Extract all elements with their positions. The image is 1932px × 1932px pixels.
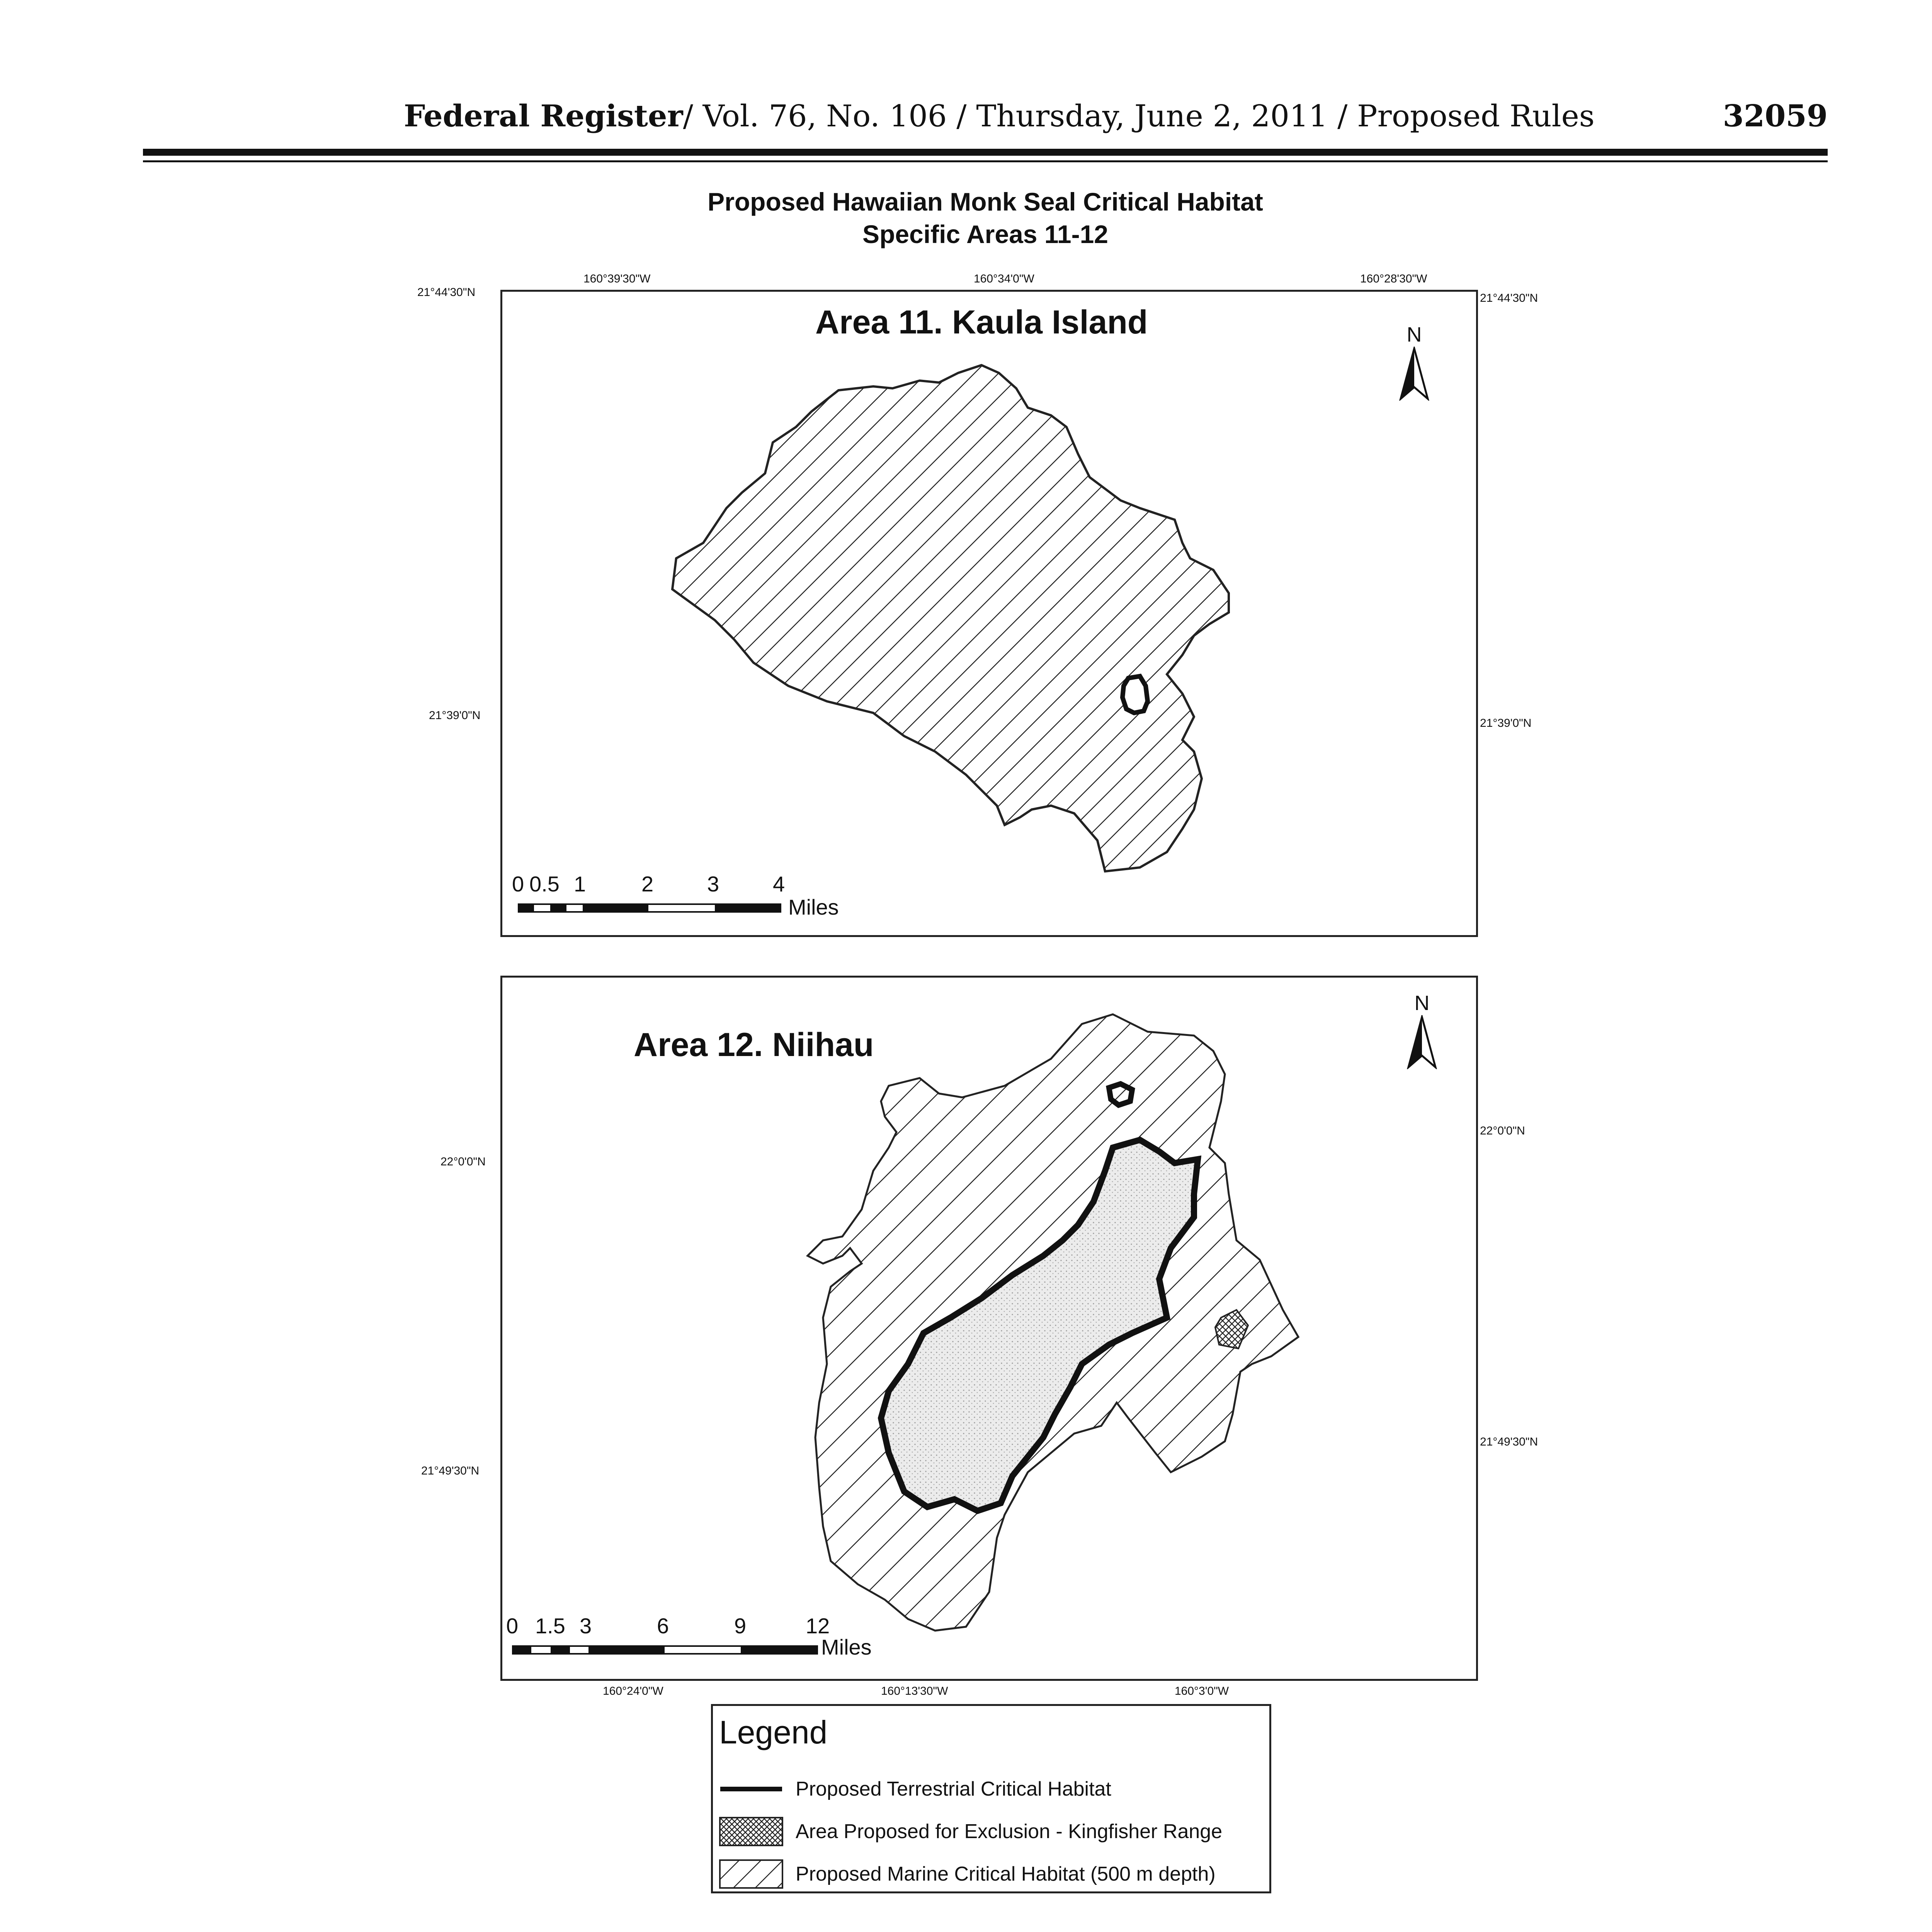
area11-terrestrial-habitat bbox=[1122, 676, 1148, 713]
area11-map-canvas bbox=[502, 292, 1476, 935]
publication-name: Federal Register bbox=[404, 99, 683, 134]
area12-bottom-coord-2: 160°13'30"W bbox=[881, 1685, 948, 1697]
area12-scale-tick-4: 9 bbox=[734, 1614, 747, 1638]
area11-scale-units: Miles bbox=[788, 895, 839, 919]
area12-map-canvas bbox=[502, 978, 1476, 1679]
header-citation bbox=[404, 99, 1595, 134]
legend-label-exclusion: Area Proposed for Exclusion - Kingfisher Range bbox=[796, 1820, 1223, 1843]
area11-north-arrow bbox=[1395, 323, 1434, 406]
north-arrow-icon bbox=[1403, 1015, 1441, 1069]
area11-scale-tick-4: 3 bbox=[707, 872, 719, 896]
legend-diagonal-hatch-swatch bbox=[718, 1859, 784, 1889]
area12-north-arrow bbox=[1403, 991, 1441, 1074]
area11-scale-tick-3: 2 bbox=[641, 872, 654, 896]
figure-title-line1: Proposed Hawaiian Monk Seal Critical Habitat bbox=[707, 187, 1263, 216]
area12-scale-tick-1: 1.5 bbox=[535, 1614, 565, 1638]
area11-top-coord-2: 160°34'0"W bbox=[974, 272, 1034, 285]
figure-title bbox=[580, 185, 1391, 250]
area12-bottom-coord-1: 160°24'0"W bbox=[603, 1685, 663, 1697]
figure-title-line2: Specific Areas 11-12 bbox=[862, 220, 1108, 248]
area11-right-coord-1: 21°44'30"N bbox=[1480, 292, 1538, 304]
area11-right-coord-2: 21°39'0"N bbox=[1480, 717, 1532, 730]
map-legend bbox=[711, 1704, 1271, 1893]
page-header bbox=[143, 99, 1828, 137]
area11-scale-tick-2: 1 bbox=[574, 872, 586, 896]
area11-scale-bar bbox=[518, 902, 784, 914]
legend-title: Legend bbox=[719, 1714, 828, 1750]
area12-bottom-coord-3: 160°3'0"W bbox=[1175, 1685, 1229, 1697]
header-rule-thick bbox=[143, 149, 1828, 156]
area11-title: Area 11. Kaula Island bbox=[815, 304, 1148, 341]
area12-right-coord-1: 22°0'0"N bbox=[1480, 1124, 1525, 1137]
area11-scale-ticks bbox=[512, 871, 821, 898]
area11-top-coord-3: 160°28'30"W bbox=[1360, 272, 1427, 285]
legend-item-terrestrial bbox=[718, 1774, 1267, 1804]
legend-item-exclusion bbox=[718, 1816, 1267, 1847]
area12-title: Area 12. Niihau bbox=[634, 1026, 874, 1063]
area12-map-frame bbox=[500, 976, 1478, 1681]
area11-top-coord-1: 160°39'30"W bbox=[583, 272, 651, 285]
area11-scale-tick-0: 0 bbox=[512, 872, 524, 896]
area11-scale-tick-5: 4 bbox=[773, 872, 785, 896]
area12-right-coord-2: 21°49'30"N bbox=[1480, 1435, 1538, 1448]
area12-scale-ticks bbox=[506, 1613, 854, 1640]
legend-item-marine bbox=[718, 1859, 1267, 1889]
area12-scale-bar bbox=[512, 1644, 821, 1656]
area12-left-coord-2: 21°49'30"N bbox=[421, 1464, 480, 1477]
legend-label-marine: Proposed Marine Critical Habitat (500 m depth) bbox=[796, 1863, 1216, 1885]
issue-info: / Vol. 76, No. 106 / Thursday, June 2, 2011 / Proposed Rules bbox=[683, 99, 1595, 134]
area12-scale-tick-0: 0 bbox=[506, 1614, 519, 1638]
area12-north-label: N bbox=[1414, 992, 1430, 1015]
page-number: 32059 bbox=[1723, 99, 1828, 134]
north-arrow-icon bbox=[1395, 347, 1434, 401]
area12-scale-tick-2: 3 bbox=[580, 1614, 592, 1638]
legend-crosshatch-swatch bbox=[718, 1816, 784, 1847]
area12-scale-tick-5: 12 bbox=[806, 1614, 830, 1638]
area11-left-coord-1: 21°44'30"N bbox=[417, 286, 476, 299]
area11-map-frame bbox=[500, 290, 1478, 937]
area11-north-label: N bbox=[1406, 323, 1422, 346]
area11-scale-tick-1: 0.5 bbox=[529, 872, 560, 896]
area12-left-coord-1: 22°0'0"N bbox=[440, 1155, 486, 1168]
area12-scale-tick-3: 6 bbox=[657, 1614, 669, 1638]
area11-left-coord-2: 21°39'0"N bbox=[429, 709, 481, 722]
legend-thick-line-swatch bbox=[718, 1774, 784, 1804]
area11-marine-habitat bbox=[672, 365, 1229, 871]
area12-scale-units: Miles bbox=[821, 1635, 872, 1659]
header-rule-thin bbox=[143, 160, 1828, 162]
legend-label-terrestrial: Proposed Terrestrial Critical Habitat bbox=[796, 1778, 1111, 1800]
